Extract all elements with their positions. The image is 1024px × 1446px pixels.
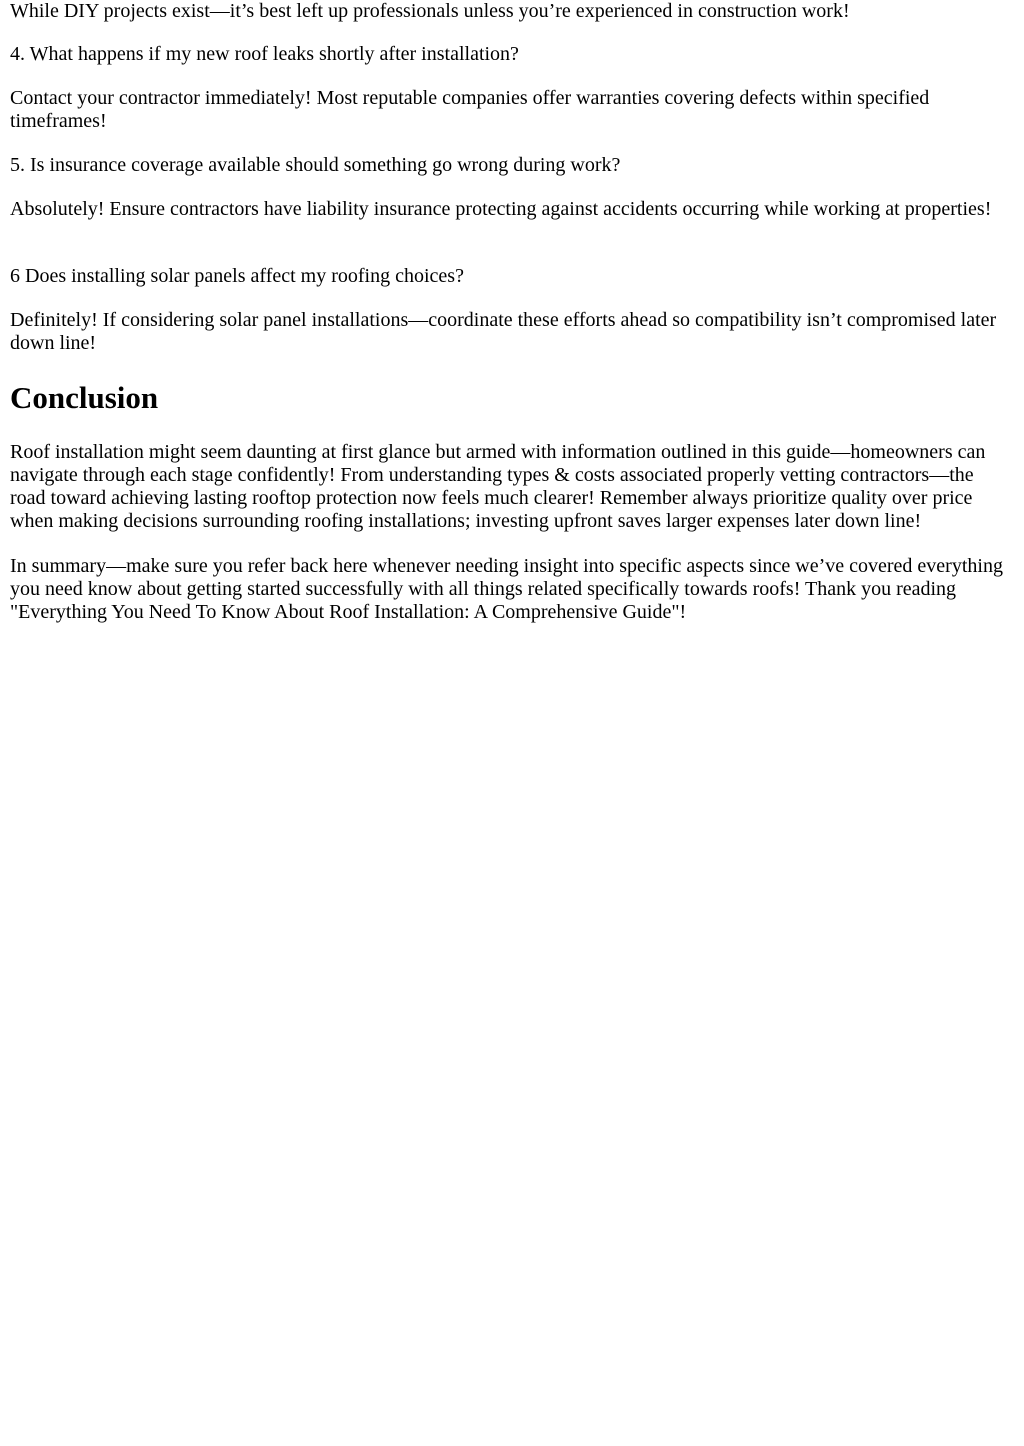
faq-question-5: 5. Is insurance coverage available should something go wrong during work? <box>10 154 621 176</box>
conclusion-paragraph-2: In summary—make sure you refer back here whenever needing insight into specific aspects since we’ve covered everything you need know about getting started successfully with all things related specifically towards roofs! Thank you reading "Everything You Need To Know About Roof Installation: A Comprehensive Guide"! <box>10 555 1003 623</box>
conclusion-heading: Conclusion <box>10 380 159 415</box>
faq-answer-5: Absolutely! Ensure contractors have liability insurance protecting against accidents occurring while working at properties! <box>10 198 992 220</box>
conclusion-paragraph-1: Roof installation might seem daunting at first glance but armed with information outlined in this guide—homeowners can navigate through each stage confidently! From understanding types & costs associated properly vetting contractors—the road toward achieving lasting rooftop protection now feels much clearer! Remember always prioritize quality over price when making decisions surrounding roofing installations; investing upfront saves larger expenses later down line! <box>10 441 986 532</box>
faq-answer-3: While DIY projects exist—it’s best left up professionals unless you’re experienced in construction work! <box>10 0 850 22</box>
faq-answer-4: Contact your contractor immediately! Most reputable companies offer warranties covering defects within specified timeframes! <box>10 87 930 132</box>
faq-question-6: 6 Does installing solar panels affect my roofing choices? <box>10 265 464 287</box>
faq-question-4: 4. What happens if my new roof leaks shortly after installation? <box>10 43 519 65</box>
faq-answer-6: Definitely! If considering solar panel installations—coordinate these efforts ahead so compatibility isn’t compromised later down line! <box>10 309 997 354</box>
